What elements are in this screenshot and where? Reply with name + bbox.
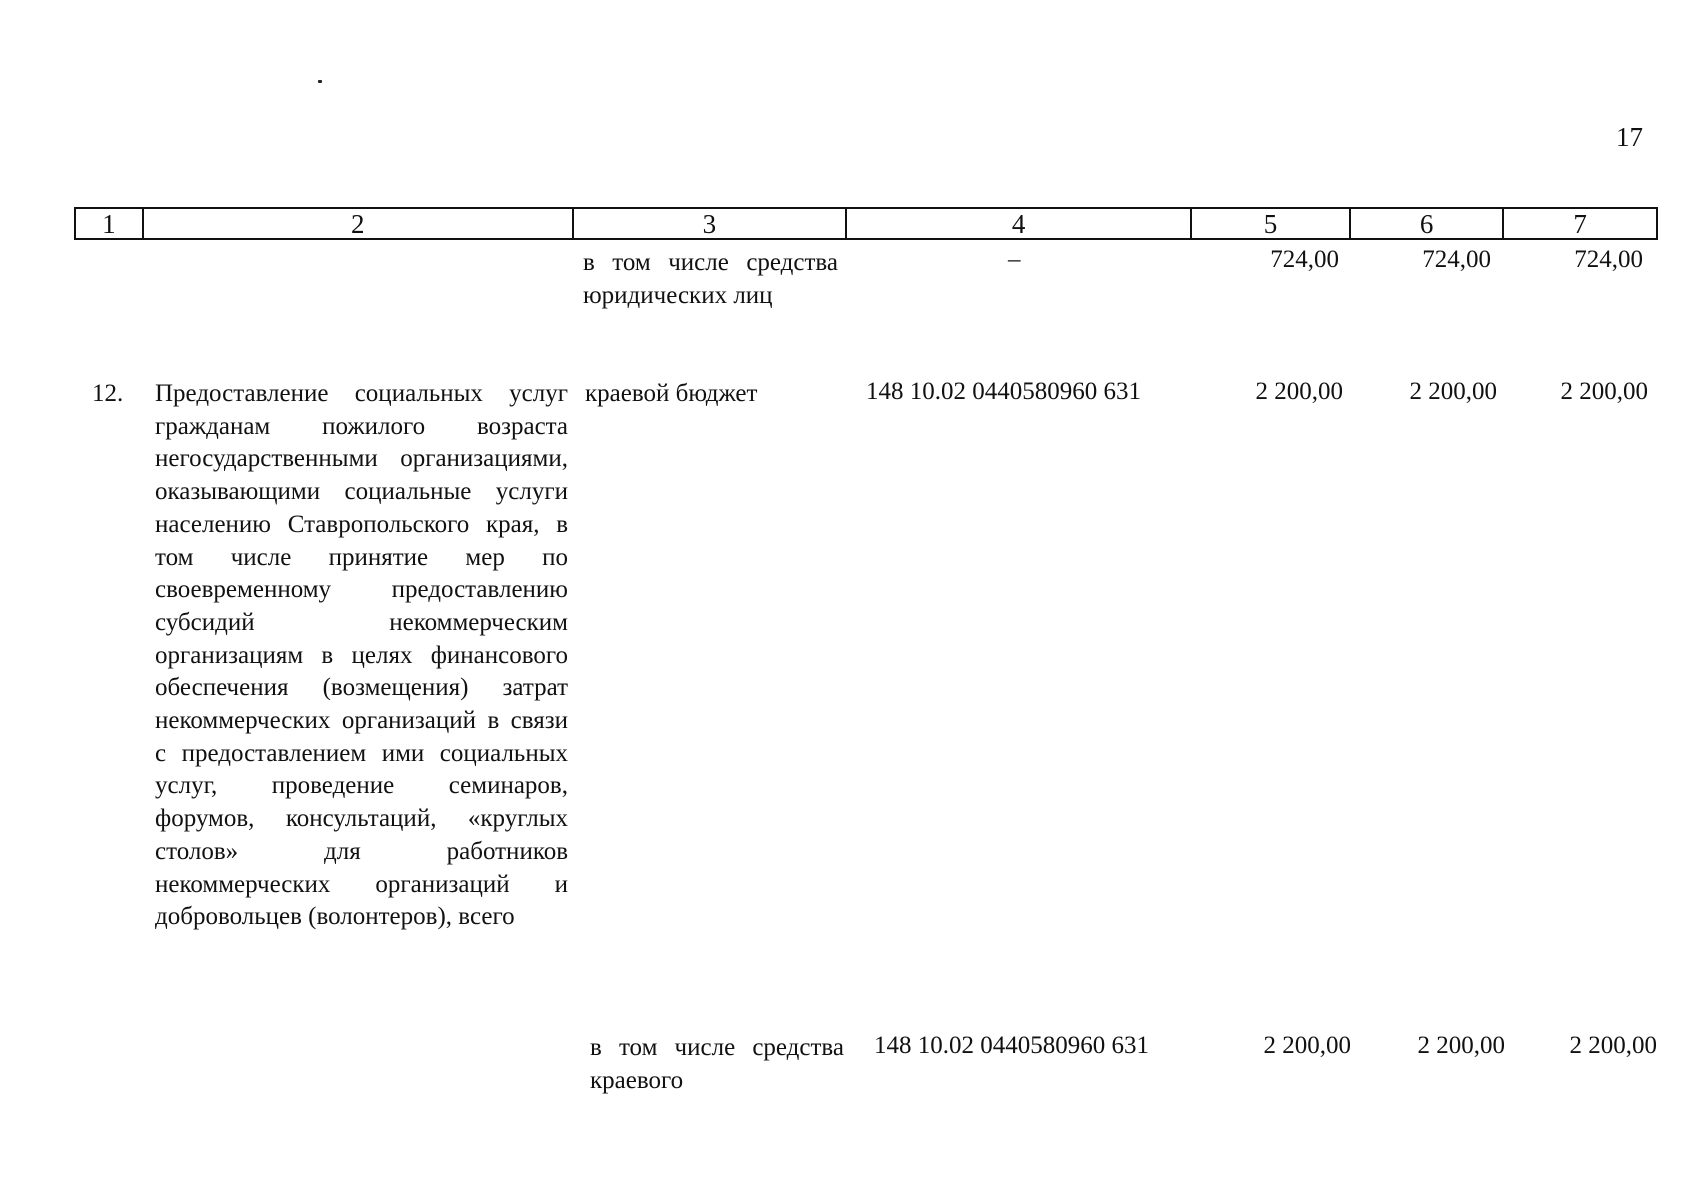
row-12-sub-code: 148 10.02 0440580960 631 (874, 1032, 1149, 1059)
row-12-col6: 2 200,00 (1409, 378, 1497, 405)
header-col-4: 4 (847, 209, 1192, 238)
row-12-description: Предоставление социальных услуг гражданам пожилого возраста негосударственными организациями, оказывающими социальные услуги населению Ставропольского края, в том числе принятие мер по своевременному предоставлению субсидий некоммерческим организациям в целях финансового обеспечения (возмещения) затрат некоммерческих организаций в связи с предоставлением ими социальных услуг, проведение семинаров, форумов, консультаций, «круглых столов» для работников некоммерческих организаций и добровольцев (волонтеров), всего (155, 380, 568, 931)
row-a-code: – (1008, 246, 1021, 273)
scan-speck (318, 80, 322, 83)
row-a-source: в том числе средства юридических лиц (583, 249, 838, 309)
header-col-2: 2 (144, 209, 574, 238)
row-12-sub-source: в том числе средства краевого (590, 1034, 844, 1094)
header-col-1: 1 (76, 209, 144, 238)
table-header-row (74, 207, 1658, 240)
row-a-col6: 724,00 (1422, 246, 1491, 273)
header-col-6: 6 (1351, 209, 1505, 238)
row-a-col5: 724,00 (1270, 246, 1339, 273)
header-col-3: 3 (574, 209, 847, 238)
header-col-7: 7 (1573, 209, 1587, 239)
header-col-5: 5 (1192, 209, 1351, 238)
row-12-sub-col7: 2 200,00 (1569, 1032, 1657, 1059)
row-12-col5: 2 200,00 (1255, 378, 1343, 405)
row-a-col7: 724,00 (1574, 246, 1643, 273)
row-12-source: краевой бюджет (585, 380, 758, 407)
page-number: 17 (1616, 122, 1643, 152)
row-12-number: 12. (92, 380, 124, 407)
row-12-col7: 2 200,00 (1560, 378, 1648, 405)
row-12-sub-col5: 2 200,00 (1263, 1032, 1351, 1059)
row-12-sub-col6: 2 200,00 (1417, 1032, 1505, 1059)
row-12-code: 148 10.02 0440580960 631 (866, 378, 1141, 405)
